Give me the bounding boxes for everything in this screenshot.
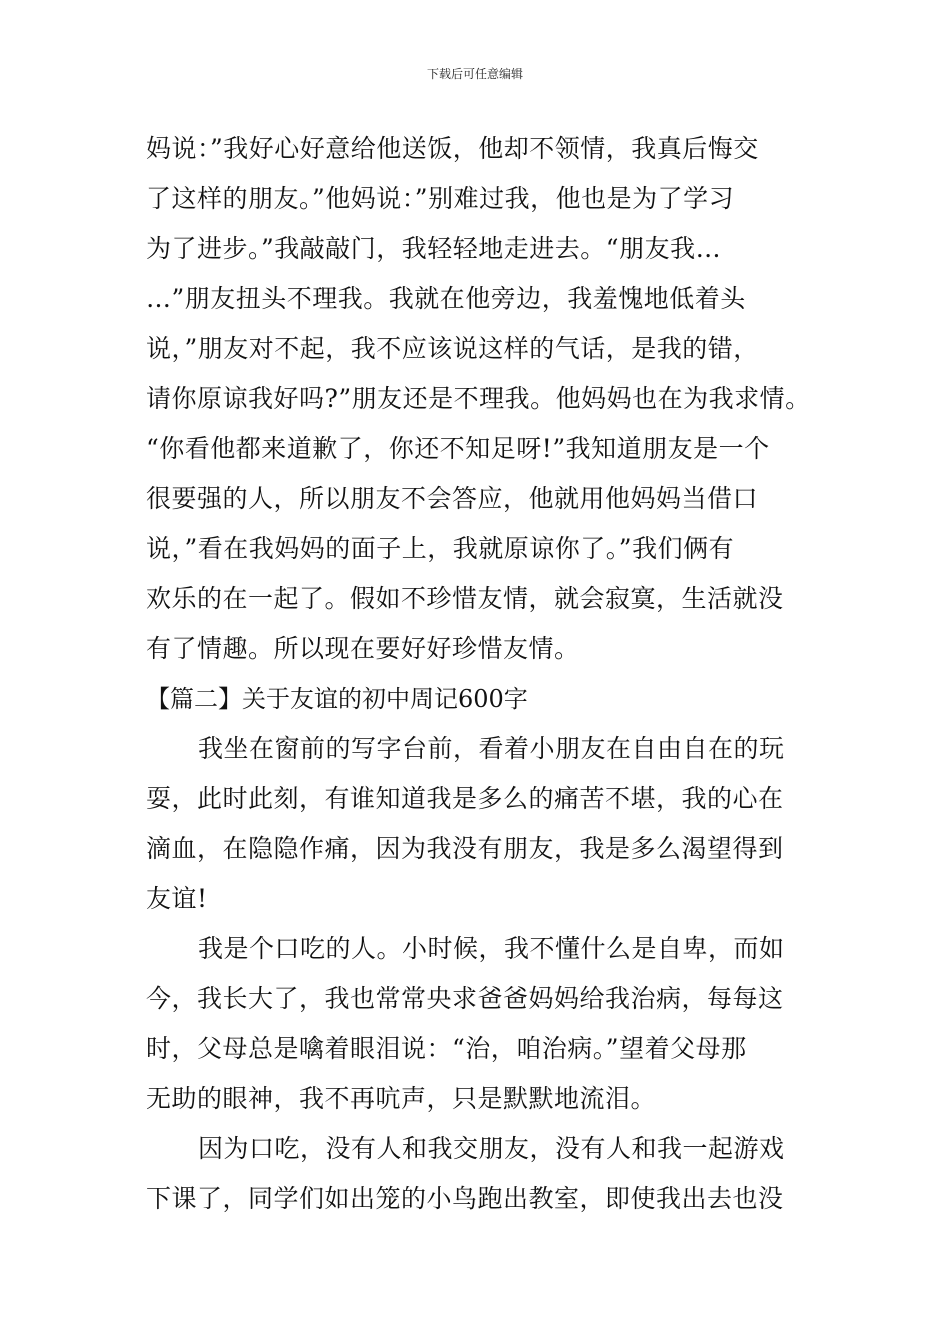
- text-line: 下课了，同学们如出笼的小鸟跑出教室，即使我出去也没: [146, 1184, 784, 1213]
- paragraph-first-line: 我坐在窗前的写字台前，看着小朋友在自由自在的玩: [198, 734, 785, 763]
- text-line: 今，我长大了，我也常常央求爸爸妈妈给我治病，每每这: [146, 984, 784, 1013]
- text-line: 妈说：”我好心好意给他送饭，他却不领情，我真后悔交: [146, 134, 759, 163]
- text-line: 友谊!: [146, 884, 208, 913]
- text-line: 请你原谅我好吗?”朋友还是不理我。他妈妈也在为我求情。: [146, 384, 811, 413]
- text-line: 很要强的人，所以朋友不会答应，他就用他妈妈当借口: [146, 484, 759, 513]
- text-line: 无助的眼神，我不再吭声，只是默默地流泪。: [146, 1084, 657, 1113]
- paragraph-first-line: 我是个口吃的人。小时候，我不懂什么是自卑，而如: [198, 934, 785, 963]
- text-line: 滴血，在隐隐作痛，因为我没有朋友，我是多么渴望得到: [146, 834, 784, 863]
- text-line: 有了情趣。所以现在要好好珍惜友情。: [146, 634, 580, 663]
- text-line: 欢乐的在一起了。假如不珍惜友情，就会寂寞，生活就没: [146, 584, 784, 613]
- text-line: 了这样的朋友。”他妈说：”别难过我，他也是为了学习: [146, 184, 735, 213]
- text-line: 为了进步。”我敲敲门，我轻轻地走进去。“朋友我…: [146, 234, 722, 263]
- text-line: 说，”看在我妈妈的面子上，我就原谅你了。”我们俩有: [146, 534, 735, 563]
- document-body: [146, 124, 836, 1224]
- text-line: 说，”朋友对不起，我不应该说这样的气话，是我的错，: [146, 334, 759, 363]
- text-line: 时，父母总是噙着眼泪说：“治，咱治病。”望着父母那: [146, 1034, 747, 1063]
- paragraph-first-line: 因为口吃，没有人和我交朋友，没有人和我一起游戏: [198, 1134, 785, 1163]
- page-header: 下载后可任意编辑: [426, 67, 523, 81]
- text-line: “你看他都来道歉了，你还不知足呀!”我知道朋友是一个: [146, 434, 770, 463]
- text-line: …”朋友扭头不理我。我就在他旁边，我羞愧地低着头: [146, 284, 746, 313]
- text-line: 耍，此时此刻，有谁知道我是多么的痛苦不堪，我的心在: [146, 784, 784, 813]
- section-heading: 【篇二】关于友谊的初中周记600字: [146, 685, 528, 713]
